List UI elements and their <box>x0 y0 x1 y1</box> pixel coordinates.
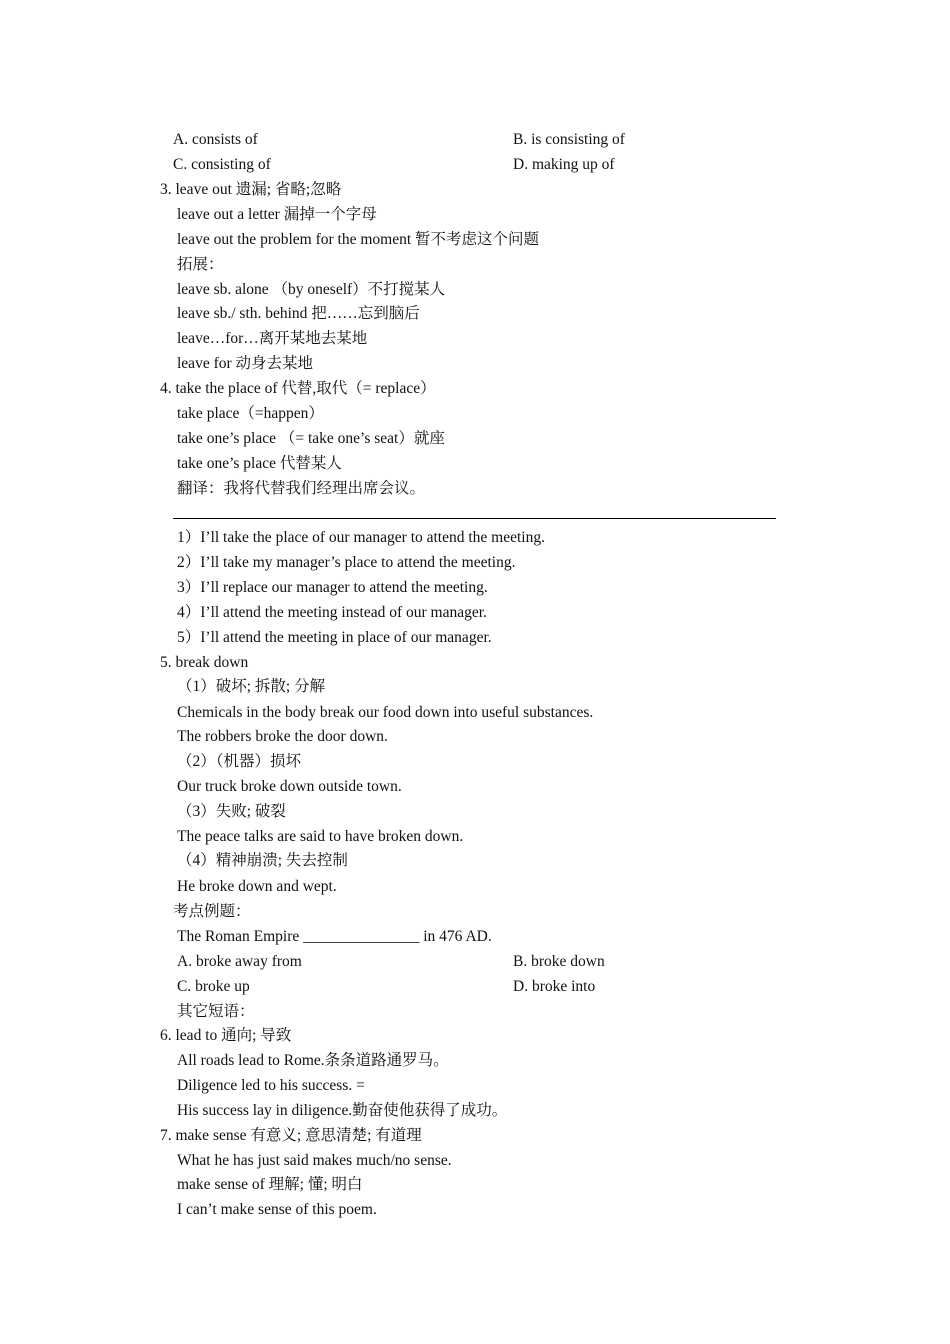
translation-answer: 5）I’ll attend the meeting in place of our manager. <box>177 629 492 646</box>
translation-answer: 3）I’ll replace our manager to attend the meeting. <box>177 579 488 596</box>
option-d: D. broke into <box>513 978 596 995</box>
text-line: （2）（机器）损坏 <box>177 753 302 770</box>
other-phrases-heading: 其它短语： <box>177 1003 255 1020</box>
translation-answer: 2）I’ll take my manager’s place to attend the meeting. <box>177 554 516 571</box>
text-line: Our truck broke down outside town. <box>177 778 402 795</box>
text-line: take place（=happen） <box>177 405 324 422</box>
exam-example-heading: 考点例题： <box>173 903 251 920</box>
text-line: leave for 动身去某地 <box>177 355 314 372</box>
option-a: A. consists of <box>173 131 258 148</box>
text-line: （3）失败; 破裂 <box>177 803 286 820</box>
text-line: Diligence led to his success. = <box>177 1077 365 1094</box>
text-line: take one’s place 代替某人 <box>177 455 342 472</box>
text-line: （1）破坏; 拆散; 分解 <box>177 678 326 695</box>
text-line: Chemicals in the body break our food down into useful substances. <box>177 704 594 721</box>
text-line: All roads lead to Rome.条条道路通罗马。 <box>177 1052 449 1069</box>
heading-lead-to: 6. lead to 通向; 导致 <box>160 1027 292 1044</box>
text-line: His success lay in diligence.勤奋使他获得了成功。 <box>177 1102 508 1119</box>
heading-take-the-place-of: 4. take the place of 代替,取代（= replace） <box>160 380 436 397</box>
text-line: （4）精神崩溃; 失去控制 <box>177 852 348 869</box>
translation-answer: 1）I’ll take the place of our manager to attend the meeting. <box>177 529 545 546</box>
text-line: leave sb./ sth. behind 把……忘到脑后 <box>177 305 420 322</box>
text-line: The peace talks are said to have broken down. <box>177 828 464 845</box>
translation-answer: 4）I’ll attend the meeting instead of our manager. <box>177 604 487 621</box>
option-c: C. consisting of <box>173 156 271 173</box>
option-b: B. is consisting of <box>513 131 625 148</box>
answer-blank-line <box>173 518 776 519</box>
text-line: leave…for…离开某地去某地 <box>177 330 368 347</box>
option-d: D. making up of <box>513 156 615 173</box>
text-line: He broke down and wept. <box>177 878 337 895</box>
text-line: leave sb. alone （by oneself）不打搅某人 <box>177 281 446 298</box>
text-line: leave out a letter 漏掉一个字母 <box>177 206 377 223</box>
text-line: The robbers broke the door down. <box>177 728 388 745</box>
text-line: I can’t make sense of this poem. <box>177 1201 377 1218</box>
option-b: B. broke down <box>513 953 605 970</box>
exam-question: The Roman Empire _______________ in 476 AD. <box>177 928 492 945</box>
option-a: A. broke away from <box>177 953 302 970</box>
heading-break-down: 5. break down <box>160 654 249 671</box>
heading-make-sense: 7. make sense 有意义; 意思清楚; 有道理 <box>160 1127 422 1144</box>
translation-prompt: 翻译：我将代替我们经理出席会议。 <box>177 480 426 497</box>
text-line: make sense of 理解; 懂; 明白 <box>177 1176 363 1193</box>
option-c: C. broke up <box>177 978 250 995</box>
text-line: take one’s place （= take one’s seat）就座 <box>177 430 445 447</box>
heading-leave-out: 3. leave out 遗漏; 省略;忽略 <box>160 181 342 198</box>
text-line: leave out the problem for the moment 暂不考虑这个问题 <box>177 231 540 248</box>
text-line: 拓展： <box>177 256 224 273</box>
text-line: What he has just said makes much/no sense. <box>177 1152 452 1169</box>
